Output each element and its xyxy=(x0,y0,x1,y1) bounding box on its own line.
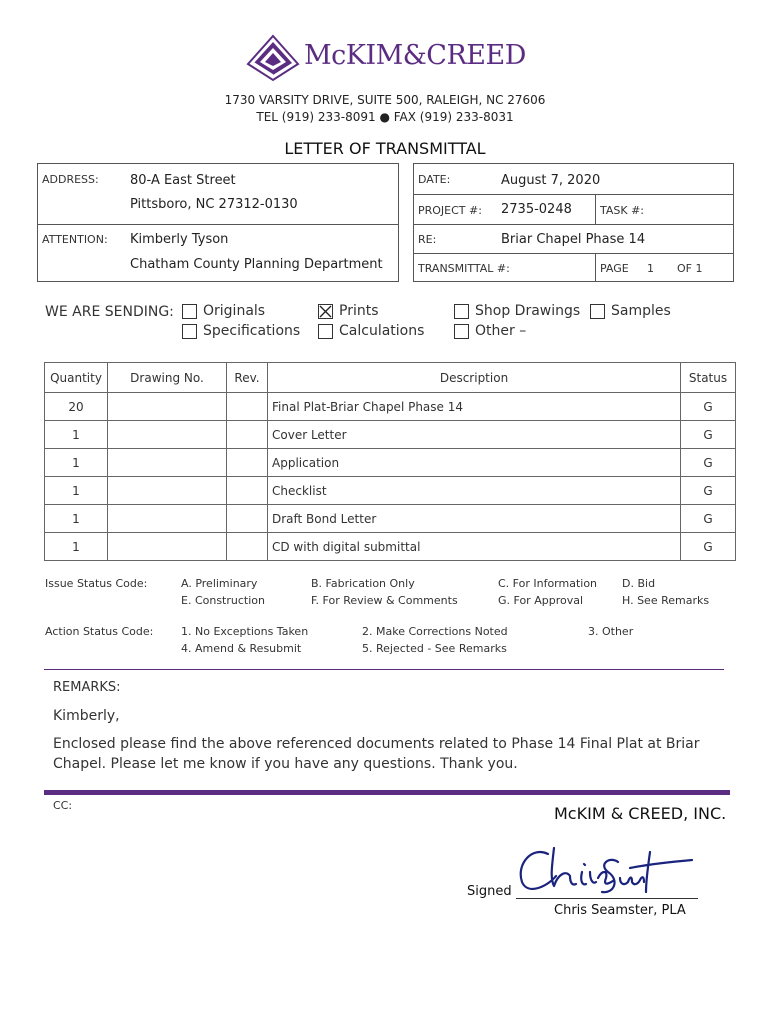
status-cell: G xyxy=(681,477,736,505)
action-code-3: 3. Other xyxy=(588,625,634,638)
status-header: Status xyxy=(681,363,736,393)
table-row xyxy=(45,533,736,561)
issue-code-h: H. See Remarks xyxy=(622,594,710,607)
action-code-2: 2. Make Corrections Noted xyxy=(362,625,508,638)
other-label: Other – xyxy=(475,323,527,339)
issue-code-f: F. For Review & Comments xyxy=(311,594,458,607)
remarks-greeting: Kimberly, xyxy=(53,708,120,724)
page-number: 1 xyxy=(647,262,654,275)
drawing-number-cell xyxy=(108,533,227,561)
address-label: ADDRESS: xyxy=(42,173,99,186)
cc-label: CC: xyxy=(53,799,73,812)
description-cell: Cover Letter xyxy=(268,421,681,449)
signature-line xyxy=(516,898,698,899)
company-logo-text: McKIM&CREED xyxy=(304,40,526,71)
table-row xyxy=(45,421,736,449)
drawing-number-header: Drawing No. xyxy=(108,363,227,393)
issue-status-label: Issue Status Code: xyxy=(45,577,148,590)
table-row xyxy=(45,505,736,533)
remarks-body: Enclosed please find the above referenced documents related to Phase 14 Final Plat at Briar Chapel. Please let me know if you have any questions. Thank you. xyxy=(53,736,700,772)
project-box xyxy=(413,163,734,282)
project-number-value: 2735-0248 xyxy=(501,202,572,217)
re-value: Briar Chapel Phase 14 xyxy=(501,232,646,247)
quantity-cell: 1 xyxy=(45,533,108,561)
table-header-row xyxy=(45,363,736,393)
company-logo xyxy=(246,34,526,84)
signer-name: Chris Seamster, PLA xyxy=(554,903,686,918)
issue-code-b: B. Fabrication Only xyxy=(311,577,415,590)
drawing-number-cell xyxy=(108,477,227,505)
description-cell: Application xyxy=(268,449,681,477)
signed-label: Signed xyxy=(467,884,512,899)
remarks-bottom-divider xyxy=(44,790,730,795)
shop-drawings-checkbox[interactable] xyxy=(454,304,469,319)
signature-image xyxy=(510,842,700,902)
quantity-cell: 1 xyxy=(45,477,108,505)
action-code-1: 1. No Exceptions Taken xyxy=(181,625,309,638)
rev-cell xyxy=(227,505,268,533)
page-title: LETTER OF TRANSMITTAL xyxy=(284,139,486,158)
status-cell: G xyxy=(681,533,736,561)
table-row xyxy=(45,477,736,505)
date-value: August 7, 2020 xyxy=(501,173,601,188)
issue-code-g: G. For Approval xyxy=(498,594,584,607)
page-total: OF 1 xyxy=(677,262,703,275)
originals-label: Originals xyxy=(203,303,266,319)
drawing-number-cell xyxy=(108,393,227,421)
pyramid-logo-icon xyxy=(246,34,300,82)
attention-org: Chatham County Planning Department xyxy=(130,257,383,272)
issue-code-a: A. Preliminary xyxy=(181,577,258,590)
remarks-label: REMARKS: xyxy=(53,680,121,695)
address-line1: 80-A East Street xyxy=(130,173,236,188)
action-code-4: 4. Amend & Resubmit xyxy=(181,642,302,655)
re-label: RE: xyxy=(418,233,437,246)
quantity-cell: 1 xyxy=(45,449,108,477)
remarks-top-divider xyxy=(44,669,724,670)
company-phone: TEL (919) 233-8091 ● FAX (919) 233-8031 xyxy=(256,110,514,124)
rev-cell xyxy=(227,393,268,421)
shop-drawings-label: Shop Drawings xyxy=(475,303,581,319)
company-address: 1730 VARSITY DRIVE, SUITE 500, RALEIGH, NC 27606 xyxy=(224,93,546,107)
originals-checkbox[interactable] xyxy=(182,304,197,319)
other-checkbox[interactable] xyxy=(454,324,469,339)
calculations-checkbox[interactable] xyxy=(318,324,333,339)
description-cell: Draft Bond Letter xyxy=(268,505,681,533)
description-header: Description xyxy=(268,363,681,393)
table-row xyxy=(45,393,736,421)
status-cell: G xyxy=(681,393,736,421)
page-label: PAGE xyxy=(600,262,629,275)
quantity-header: Quantity xyxy=(45,363,108,393)
table-row xyxy=(45,449,736,477)
address-line2: Pittsboro, NC 27312-0130 xyxy=(130,197,298,212)
date-label: DATE: xyxy=(418,173,451,186)
specifications-checkbox[interactable] xyxy=(182,324,197,339)
status-cell: G xyxy=(681,421,736,449)
quantity-cell: 1 xyxy=(45,505,108,533)
task-label: TASK #: xyxy=(600,204,645,217)
status-cell: G xyxy=(681,505,736,533)
action-code-5: 5. Rejected - See Remarks xyxy=(362,642,507,655)
rev-cell xyxy=(227,421,268,449)
issue-code-d: D. Bid xyxy=(622,577,656,590)
drawing-number-cell xyxy=(108,449,227,477)
description-cell: CD with digital submittal xyxy=(268,533,681,561)
rev-header: Rev. xyxy=(227,363,268,393)
samples-checkbox[interactable] xyxy=(590,304,605,319)
transmittal-label: TRANSMITTAL #: xyxy=(418,262,510,275)
attention-name: Kimberly Tyson xyxy=(130,232,229,247)
attention-label: ATTENTION: xyxy=(42,233,108,246)
description-cell: Final Plat-Briar Chapel Phase 14 xyxy=(268,393,681,421)
samples-label: Samples xyxy=(611,303,671,319)
company-name-footer: McKIM & CREED, INC. xyxy=(554,804,727,823)
issue-code-c: C. For Information xyxy=(498,577,598,590)
prints-checkbox[interactable] xyxy=(318,304,333,319)
rev-cell xyxy=(227,449,268,477)
calculations-label: Calculations xyxy=(339,323,425,339)
rev-cell xyxy=(227,533,268,561)
prints-label: Prints xyxy=(339,303,379,319)
quantity-cell: 1 xyxy=(45,421,108,449)
items-table xyxy=(44,362,736,561)
rev-cell xyxy=(227,477,268,505)
specifications-label: Specifications xyxy=(203,323,301,339)
action-status-label: Action Status Code: xyxy=(45,625,154,638)
checkmark-x-icon xyxy=(319,305,332,318)
issue-code-e: E. Construction xyxy=(181,594,265,607)
description-cell: Checklist xyxy=(268,477,681,505)
drawing-number-cell xyxy=(108,505,227,533)
drawing-number-cell xyxy=(108,421,227,449)
recipient-box xyxy=(37,163,399,282)
quantity-cell: 20 xyxy=(45,393,108,421)
sending-label: WE ARE SENDING: xyxy=(45,304,174,320)
project-number-label: PROJECT #: xyxy=(418,204,482,217)
status-cell: G xyxy=(681,449,736,477)
